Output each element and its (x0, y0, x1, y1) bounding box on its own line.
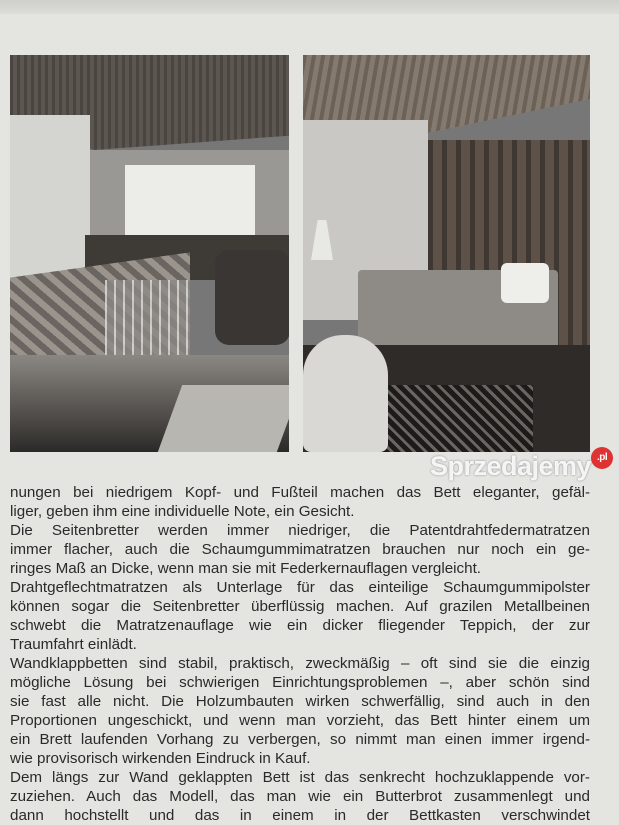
text-line: Dem längs zur Wand geklappten Bett ist das senkrecht hochzuklappende vor- (10, 769, 590, 786)
text-line: Die Seitenbretter werden immer niedriger, die Patentdrahtfedermatratzen (10, 522, 590, 539)
text-line: sie fast alle nicht. Die Holzumbauten wirken schwerfällig, sind auch in den (10, 693, 590, 710)
body-text (10, 483, 590, 825)
text-line: zuziehen. Auch das Modell, das man wie ein Butterbrot zusammenlegt und (10, 788, 590, 805)
cut-off-line: dann hochstellt und das in einem in der Bettkasten verschwindet (10, 807, 590, 824)
bedroom-photo-left (10, 55, 289, 452)
text-line: liger, geben ihm eine individuelle Note, ein Gesicht. (10, 503, 355, 520)
text-line: können sogar die Seitenbretter überflüssig machen. Auf grazilen Metallbeinen (10, 598, 590, 615)
text-line: Wandklappbetten sind stabil, praktisch, zweckmäßig – oft sind sie die einzig (10, 655, 590, 672)
text-line: immer flacher, auch die Schaumgummimatratzen brauchen nur noch ein ge- (10, 541, 590, 558)
bedroom-photo-right (303, 55, 590, 452)
watermark-text: Sprzedajemy (430, 451, 592, 481)
text-line: Traumfahrt einlädt. (10, 636, 137, 653)
text-line: nungen bei niedrigem Kopf- und Fußteil machen das Bett eleganter, gefäl- (10, 484, 590, 501)
text-line: schwebt die Matratzenauflage wie ein dicker fliegender Teppich, der zur (10, 617, 590, 634)
text-line: Proportionen ungeschickt, und wenn man vorzieht, das Bett hinter einem um (10, 712, 590, 729)
page-edge (0, 0, 619, 14)
text-line: ein Brett laufenden Vorhang zu verbergen, so nimmt man einen immer irgend- (10, 731, 590, 748)
text-line: mögliche Lösung bei schwierigen Einrichtungsproblemen –, aber schön sind (10, 674, 590, 691)
watermark-badge: .pl (591, 447, 613, 469)
text-line: wie provisorisch wirkenden Eindruck in Kauf. (10, 750, 311, 767)
text-line: Drahtgeflechtmatratzen als Unterlage für das einteilige Schaumgummipolster (10, 579, 590, 596)
text-line: ringes Maß an Dicke, wenn man sie mit Federkernauflagen vergleicht. (10, 560, 482, 577)
watermark (430, 451, 608, 481)
